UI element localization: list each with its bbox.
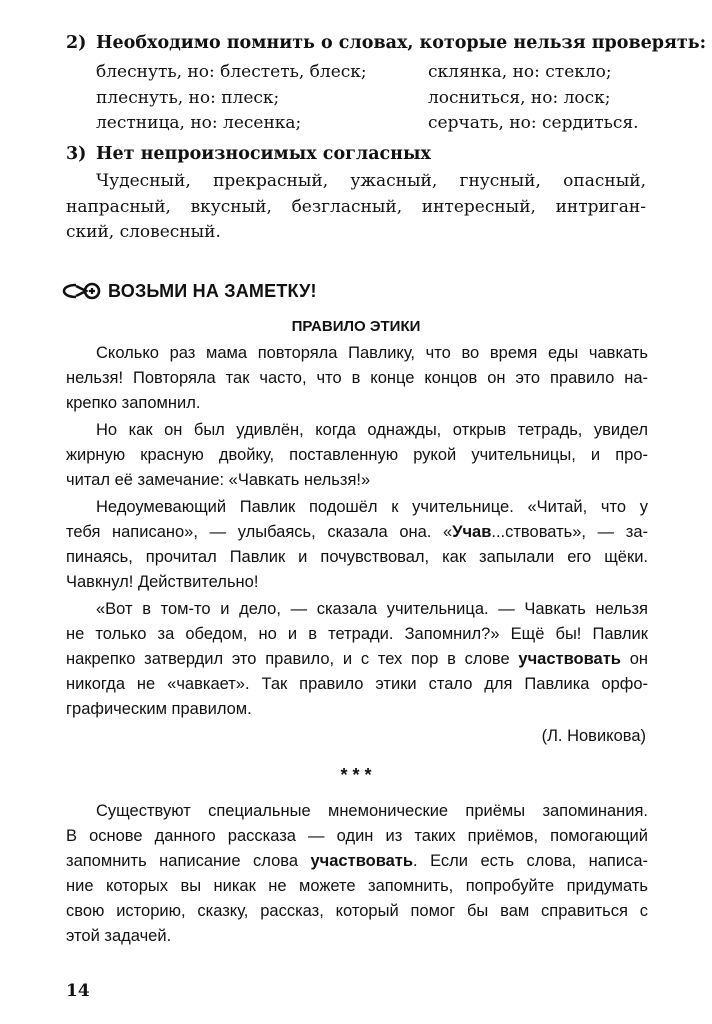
outro-line-4: ние которых вы никак не можете запомнить, попробуйте придумать xyxy=(66,877,648,895)
section-3-title: Нет непроизносимых согласных xyxy=(96,144,431,164)
outro-bold-word: участвовать xyxy=(310,852,414,870)
note-icon xyxy=(62,282,104,300)
story-p2-line-2: жирную красную двойку, поставленную рукой учительницы, и про- xyxy=(66,446,648,464)
story-p1-line-1: Сколько раз мама повторяла Павлику, что во время еды чавкать xyxy=(96,344,648,362)
outro-line-6: этой задачей. xyxy=(66,927,172,945)
story-p4-line-4: никогда не «чавкает». Так правило этики стало для Павлика орфо- xyxy=(66,675,648,693)
story-p4-line-3-c: он xyxy=(620,650,648,668)
outro-line-3 xyxy=(66,852,648,871)
section-3-line-3: ский, словесный. xyxy=(66,222,221,242)
word-pair-right-1: склянка, но: стекло; xyxy=(428,62,612,82)
page-number: 14 xyxy=(66,981,90,1001)
story-p3-line-2-c: ...ствовать», — за- xyxy=(491,523,649,541)
story-p1-line-3: крепко запомнил. xyxy=(66,394,201,412)
story-p3-line-2 xyxy=(66,523,648,542)
story-p3-bold-word: Учав xyxy=(452,523,492,541)
story-p4-line-2: не только за обедом, но и в тетради. Запомнил?» Ещё бы! Павлик xyxy=(66,625,648,643)
section-divider: * * * xyxy=(340,765,372,785)
story-title: ПРАВИЛО ЭТИКИ xyxy=(291,318,421,335)
story-p3-line-3: пинаясь, прочитал Павлик и почувствовал, как запылали его щёки. xyxy=(66,548,648,566)
story-p2-line-3: читал её замечание: «Чавкать нельзя!» xyxy=(66,471,371,489)
story-p3-line-2-a: тебя написано», — улыбаясь, сказала она. « xyxy=(66,523,453,541)
word-pair-left-1: блеснуть, но: блестеть, блеск; xyxy=(96,62,367,82)
story-p1-line-2: нельзя! Повторяла так часто, что в конце концов он это правило на- xyxy=(66,369,648,387)
section-2-title: Необходимо помнить о словах, которые нельзя проверять: xyxy=(96,33,707,53)
story-p3-line-1: Недоумевающий Павлик подошёл к учительнице. «Читай, что у xyxy=(96,498,648,516)
story-author: (Л. Новикова) xyxy=(541,727,646,745)
note-title: ВОЗЬМИ НА ЗАМЕТКУ! xyxy=(108,281,317,301)
section-3-number: 3) xyxy=(66,144,87,164)
word-pair-left-2: плеснуть, но: плеск; xyxy=(96,88,280,108)
story-p3-line-4: Чавкнул! Действительно! xyxy=(66,573,259,591)
outro-line-1: Существуют специальные мнемонические приёмы запоминания. xyxy=(96,802,648,820)
outro-line-3-a: запомнить написание слова xyxy=(66,852,311,870)
story-p4-line-3-a: накрепко затвердил это правило, и с тех пор в слове xyxy=(66,650,519,668)
outro-line-3-c: . Если есть слова, написа- xyxy=(413,852,648,870)
story-p4-bold-word: участвовать xyxy=(518,650,621,668)
story-p4-line-1: «Вот в том-то и дело, — сказала учительница. — Чавкать нельзя xyxy=(96,600,648,618)
outro-line-2: В основе данного рассказа — один из таких приёмов, помогающий xyxy=(66,827,648,845)
section-3-line-1: Чудесный, прекрасный, ужасный, гнусный, опасный, xyxy=(96,171,646,191)
story-p4-line-3 xyxy=(66,650,648,669)
section-2-number: 2) xyxy=(66,33,87,53)
word-pair-right-2: лосниться, но: лоск; xyxy=(428,88,611,108)
section-3-line-2: напрасный, вкусный, безгласный, интересный, интриган- xyxy=(66,197,646,217)
word-pair-left-3: лестница, но: лесенка; xyxy=(96,113,302,133)
story-p2-line-1: Но как он был удивлён, когда однажды, открыв тетрадь, увидел xyxy=(96,421,648,439)
story-p4-line-5: графическим правилом. xyxy=(66,700,252,718)
word-pair-right-3: серчать, но: сердиться. xyxy=(428,113,639,133)
outro-line-5: свою историю, сказку, рассказ, который помог бы вам справиться с xyxy=(66,902,648,920)
